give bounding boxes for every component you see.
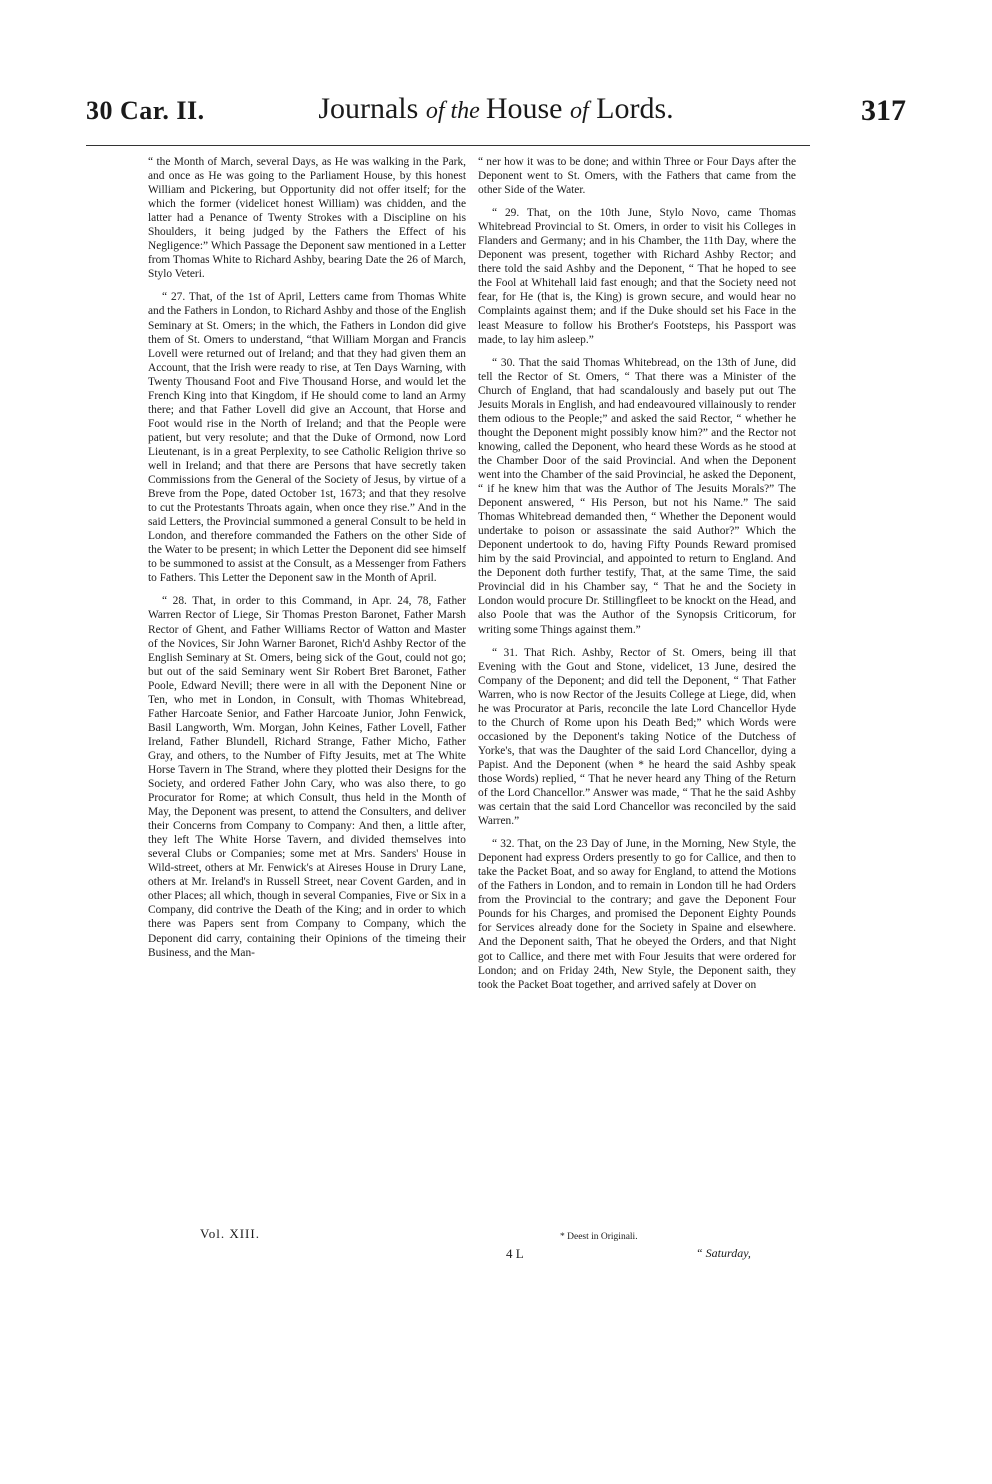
paragraph-28-continued: “ ner how it was to be done; and within Three or Four Days after the Deponent went to St. Omers, with the Fathers that came from the other Side of the Water. (478, 156, 796, 197)
paragraph-29: “ 29. That, on the 10th June, Stylo Novo, came Thomas Whitebread Provincial to St. Omers, in order to visit his Colleges in Flanders and Germany; and in his Chamber, the 11th Day, where the Deponent was present, together with Richard Ashby Rector; and there told the said Ashby and the Deponent, “ That he hoped to see the Fool at Whitehall laid fast enough; and that the Society need not fear, for He (that is, the King) is grown secure, and would hear no Complaints against them; and if the Duke should set his Face in the least Measure to follow his Brother's Footsteps, his Passport was made, to lay him asleep.” (478, 207, 796, 346)
paragraph-30: “ 30. That the said Thomas Whitebread, on the 13th of June, did tell the Rector of St. Omers, “ That there was a Minister of the Church of England, that had scandalously and basely put out The Jesuits Morals in English, and had endeavoured villainously to render them odious to the People;” and asked the said Rector, “ whether he thought the Deponent might possibly know him?” and the Rector not knowing, called the Deponent, who heard these Words as he stood at the Chamber Door of the said Provincial. And when the Deponent went into the Chamber of the said Provincial, he asked the Deponent, “ if he knew him that was the Author of The Jesuits Morals?” The Deponent answered, “ His Person, but not his Name.” The said Thomas Whitebread demanded then, “ Whether the Deponent would undertake to poison or assassinate the said Author?” Which the Deponent undertook to do, having Fifty Pounds Reward promised him by the said Provincial, and appointed to return to England. And the Deponent doth further testify, That, at the same Time, the said Provincial did in his Chamber say, “ That he and the Society in London would procure Dr. Stillingfleet to be knockt on the Head, and also Poole that was the Author of the Synopsis Criticorum, for writing some Things against them.” (478, 356, 796, 636)
title-of-1: of (425, 98, 445, 124)
paragraph-32: “ 32. That, on the 23 Day of June, in the Morning, New Style, the Deponent had express Orders presently to go for Callice, and then to take the Packet Boat, and so away for England, to attend the Motions of the Fathers in London, and to remain in London till he had Orders from the Provincial to the contrary; and gave the Deponent Four Pounds for his Charges, and promised the Deponent Eighty Pounds for Services already done for the Society in Spaine and elsewhere. And the Deponent saith, That he obeyed the Orders, and that Night got to Callice, and there met with Four Jesuits that were ordered for London; and on Friday 24th, New Style, the Deponent saith, they took the Packet Boat together, and arrived safely at Dover on (478, 838, 796, 991)
right-column (478, 155, 796, 1001)
signature-mark: 4 L (506, 1246, 524, 1261)
volume-mark: Vol. XIII. (200, 1226, 260, 1241)
paragraph-27: “ 27. That, of the 1st of April, Letters came from Thomas White and the Fathers in London, to Richard Ashby and those of the English Seminary at St. Omers; in the which, the Fathers in London did give them of St. Omers to understand, “that William Morgan and Francis Lovell were returned out of Ireland; and that they had given them an Account, that the Irish were ready to rise, at Ten Days Warning, with Twenty Thousand Foot and Five Thousand Horse, and would let the French King into that Kingdom, if He should come to land an Army there; and that Father Lovell did give an Account, that Horse and Foot would rise in the North of Ireland; and that the People were patient, but very resolute; and that the Duke of Ormond, now Lord Lieutenant, is in a great Perplexity, to see Catholic Religion thrive so well in Ireland; and that there are Persons that have secretly taken Commissions from the General of the Society of Jesus, by virtue of a Breve from the Pope, dated October 1st, 1673; and that they resolve to cut the Protestants Throats again, when once they rise.” And in the said Letters, the Provincial summoned a general Consult to be held in London, and therefore commanded the Fathers on the other Side of the Water to be present; in which Letter the Deponent did see himself to be summoned to assist at the Consult, as a Messenger from Fathers to Fathers. This Letter the Deponent saw in the Month of April. (148, 291, 466, 585)
running-header (86, 92, 906, 136)
title-journals: Journals (318, 92, 426, 125)
regnal-year: 30 Car. II. (86, 96, 205, 125)
footnote: * Deest in Originali. (560, 1232, 638, 1242)
page-number: 317 (861, 94, 906, 127)
paragraph-28: “ 28. That, in order to this Command, in Apr. 24, 78, Father Warren Rector of Liege, Sir Thomas Preston Baronet, Father Marsh Rector of Ghent, and Father Williams Rector of Watton and Master of the Novices, Sir John Warner Baronet, Rich'd Ashby Rector of the English Seminary at St. Omers, being sick of the Gout, could not go; but out of the said Seminary went Sir Robert Bret Baronet, Father Poole, Edward Nevill; there were in all with the Deponent Nine or Ten, who met in London, in Consult, with Thomas Whitebread, Father Harcoate Senior, and Father Harcoate Junior, John Fenwick, Basil Langworth, Wm. Morgan, John Keines, Father Lovell, Father Ireland, Father Blundell, Richard Strange, Father Micho, Father Gray, and others, to the Number of Fifty Jesuits, met at The White Horse Tavern in The Strand, where they plotted their Designs for the Society, and ordered Father John Cary, who was also there, to go Procurator for Rome; at which Consult, thus held in the Month of May, the Deponent was present, to attend the Consulters, and deliver their Concerns from Company to Company: And then, a little after, they left The White Horse Tavern, and divided themselves into several Clubs or Companies; some met at Mrs. Sanders' House in Wild-street, others at Mr. Fenwick's at Aireses House in Drury Lane, others at Mr. Ireland's in Russell Street, near Covent Garden, and in other Places; all which, though in several Companies, Five or Six in a Company, did contrive the Death of the King; and in order to which there was Papers sent from Company to Company, which the Deponent did carry, containing their Opinions of the timeing their Business, and the Man- (148, 595, 466, 959)
title-house: House (485, 92, 570, 125)
paragraph-26-continued: “ the Month of March, several Days, as He was walking in the Park, and once as He was going to the Parliament House, by this honest William and Pickering, but Opportunity did not offer itself; for the which the former (videlicet honest William) was chidden, and the latter had a Penance of Twenty Strokes with a Discipline on his Shoulders, it being judged by the Fathers the Effect of his Negligence:” Which Passage the Deponent saw mentioned in a Letter from Thomas White to Richard Ashby, bearing Date the 26 of March, Stylo Veteri. (148, 156, 466, 281)
title-lords: Lords. (588, 92, 674, 125)
catchword: “ Saturday, (696, 1246, 751, 1260)
header-rule (86, 145, 810, 146)
title-of-2: of (569, 98, 589, 124)
paragraph-31: “ 31. That Rich. Ashby, Rector of St. Omers, being ill that Evening with the Gout and Stone, videlicet, 13 June, desired the Company of the Deponent; and did tell the Deponent, “ That Father Warren, who is now Rector of the Jesuits College at Liege, did, when he was Procurator at Paris, reconcile the late Lord Chancellor Hyde to the Church of Rome upon his Death Bed;” which Words were occasioned by the Deponent's taking Notice of the Dutchess of Yorke's, that was the Daughter of the said Lord Chancellor, dying a Papist. And the Deponent (when * he heard the said Ashby speak those Words) replied, “ That he never heard any Thing of the Return of the Lord Chancellor.” Answer was made, “ That he the said Ashby was certain that the said Lord Chancellor was reconciled by the said Warren.” (478, 646, 796, 828)
journal-title (86, 92, 906, 126)
left-column (148, 155, 466, 969)
title-the: the (444, 98, 486, 124)
